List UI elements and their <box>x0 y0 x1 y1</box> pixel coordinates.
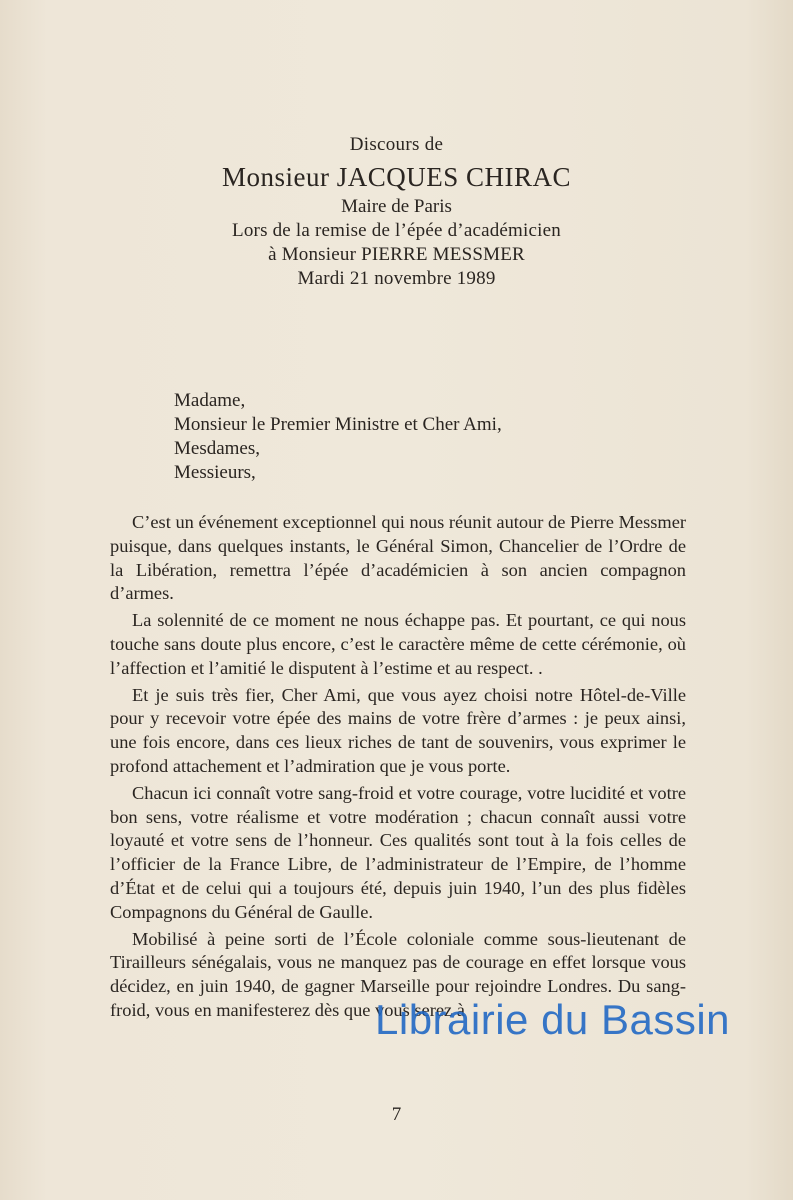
salutation-block <box>174 389 502 485</box>
heading-speaker-name: Monsieur JACQUES CHIRAC <box>221 162 572 192</box>
heading-speaker-title: Maire de Paris <box>341 196 452 217</box>
paragraph: La solennité de ce moment ne nous échappe pas. Et pourtant, ce qui nous touche sans doute plus encore, c’est le caractère même de cette cérémonie, où l’affection et l’amitié le disputent à l’estime et au respect. . <box>110 610 686 678</box>
heading-recipient: à Monsieur PIERRE MESSMER <box>268 244 525 265</box>
heading-occasion: Lors de la remise de l’épée d’académicien <box>232 220 561 241</box>
heading-line-discours: Discours de <box>349 134 444 155</box>
paragraph: C’est un événement exceptionnel qui nous réunit autour de Pierre Messmer puisque, dans quelques instants, le Général Simon, Chancelier de l’Ordre de la Libération, remettra l’épée d’académicien à son ancien compagnon d’armes. <box>110 512 686 604</box>
salutation-line: Messieurs, <box>174 462 256 483</box>
salutation-line: Madame, <box>174 390 246 411</box>
paragraph: Mobilisé à peine sorti de l’École coloniale comme sous-lieutenant de Tirailleurs sénégalais, vous ne manquez pas de courage en effet lorsque vous décidez, en juin 1940, de gagner Marseille pour rejoindre Londres. Du sang-froid, vous en manifesterez dès que vous serez à <box>110 928 686 1020</box>
paragraph: Et je suis très fier, Cher Ami, que vous ayez choisi notre Hôtel-de-Ville pour y recevoir votre épée des mains de votre frère d’armes : je peux ainsi, une fois encore, dans ces lieux riches de tant de souvenirs, vous exprimer le profond attachement et l’admiration que je vous porte. <box>110 684 686 776</box>
paragraph: Chacun ici connaît votre sang-froid et votre courage, votre lucidité et votre bon sens, votre réalisme et votre modération ; chacun connaît aussi votre loyauté et votre sens de l’honneur. Ces qualités sont tout à la fois celles de l’officier de la France Libre, de l’administrateur de l’Empire, de l’homme d’État et de celui qui a toujours été, depuis juin 1940, l’un des plus fidèles Compagnons du Général de Gaulle. <box>110 782 686 922</box>
salutation-line: Monsieur le Premier Ministre et Cher Ami, <box>174 414 502 435</box>
salutation-line: Mesdames, <box>174 438 261 459</box>
heading-date: Mardi 21 novembre 1989 <box>297 268 496 289</box>
page-number: 7 <box>391 1104 402 1125</box>
watermark-logo: Librairie du Bassin <box>375 996 731 1043</box>
speech-body <box>110 511 686 1023</box>
